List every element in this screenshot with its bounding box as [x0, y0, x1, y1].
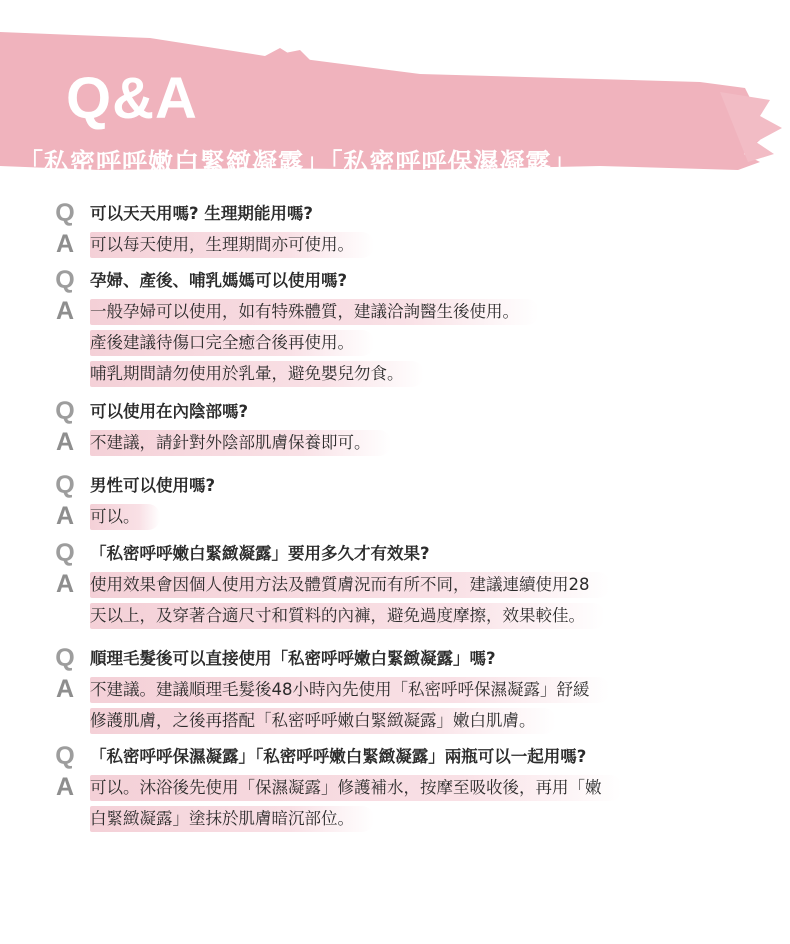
- question-marker: Q: [55, 742, 75, 770]
- question-text: 順理毛髮後可以直接使用「私密呼呼嫩白緊緻凝露」嗎?: [90, 649, 496, 668]
- question-text: 可以使用在內陰部嗎?: [90, 402, 249, 421]
- faq-answer: [0, 427, 790, 458]
- faq-item: [0, 470, 790, 532]
- answer-line: 白緊緻凝露」塗抹於肌膚暗沉部位。: [90, 806, 374, 832]
- answer-marker: A: [55, 773, 75, 801]
- answer-marker: A: [55, 502, 75, 530]
- question-text: 孕婦、產後、哺乳媽媽可以使用嗎?: [90, 271, 348, 290]
- faq-answer: [0, 772, 790, 834]
- answer-line: 不建議。建議順理毛髮後48小時內先使用「私密呼呼保濕凝露」舒緩: [90, 677, 610, 703]
- question-marker: Q: [55, 199, 75, 227]
- question-text: 可以天天用嗎? 生理期能用嗎?: [90, 204, 313, 223]
- question-text: 「私密呼呼保濕凝露」「私密呼呼嫩白緊緻凝露」兩瓶可以一起用嗎?: [90, 747, 587, 766]
- faq-item: [0, 741, 790, 834]
- answer-marker: A: [55, 230, 75, 258]
- faq-item: [0, 265, 790, 389]
- answer-line: 產後建議待傷口完全癒合後再使用。: [90, 330, 374, 356]
- faq-question: [0, 470, 790, 501]
- faq-answer: [0, 501, 790, 532]
- faq-answer: [0, 296, 790, 389]
- answer-marker: A: [55, 675, 75, 703]
- answer-line: 使用效果會因個人使用方法及體質膚況而有所不同，建議連續使用28: [90, 572, 610, 598]
- faq-question: [0, 741, 790, 772]
- answer-line: 天以上，及穿著合適尺寸和質料的內褲，避免過度摩擦，效果較佳。: [90, 603, 605, 629]
- question-marker: Q: [55, 397, 75, 425]
- answer-line: 可以每天使用，生理期間亦可使用。: [90, 232, 374, 258]
- faq-answer: [0, 674, 790, 736]
- answer-line: 不建議，請針對外陰部肌膚保養即可。: [90, 430, 391, 456]
- question-text: 男性可以使用嗎?: [90, 476, 216, 495]
- answer-marker: A: [55, 428, 75, 456]
- faq-question: [0, 396, 790, 427]
- question-marker: Q: [55, 539, 75, 567]
- answer-marker: A: [55, 570, 75, 598]
- faq-item: [0, 198, 790, 260]
- answer-line: 可以。沐浴後先使用「保濕凝露」修護補水，按摩至吸收後，再用「嫩: [90, 775, 622, 801]
- header-banner: [0, 30, 790, 190]
- faq-item: [0, 538, 790, 631]
- faq-question: [0, 198, 790, 229]
- faq-question: [0, 643, 790, 674]
- answer-line: 哺乳期間請勿使用於乳暈，避免嬰兒勿食。: [90, 361, 424, 387]
- answer-line: 修護肌膚，之後再搭配「私密呼呼嫩白緊緻凝露」嫩白肌膚。: [90, 708, 556, 734]
- faq-question: [0, 538, 790, 569]
- faq-question: [0, 265, 790, 296]
- question-marker: Q: [55, 266, 75, 294]
- faq-answer: [0, 569, 790, 631]
- faq-answer: [0, 229, 790, 260]
- faq-item: [0, 643, 790, 736]
- question-marker: Q: [55, 644, 75, 672]
- answer-marker: A: [55, 297, 75, 325]
- page-subtitle: 「私密呼呼嫩白緊緻凝露」「私密呼呼保濕凝露」: [18, 148, 578, 177]
- answer-line: 一般孕婦可以使用，如有特殊體質，建議洽詢醫生後使用。: [90, 299, 539, 325]
- faq-item: [0, 396, 790, 458]
- question-marker: Q: [55, 471, 75, 499]
- question-text: 「私密呼呼嫩白緊緻凝露」要用多久才有效果?: [90, 544, 430, 563]
- answer-line: 可以。: [90, 504, 160, 530]
- page-title: Q&A: [66, 66, 198, 131]
